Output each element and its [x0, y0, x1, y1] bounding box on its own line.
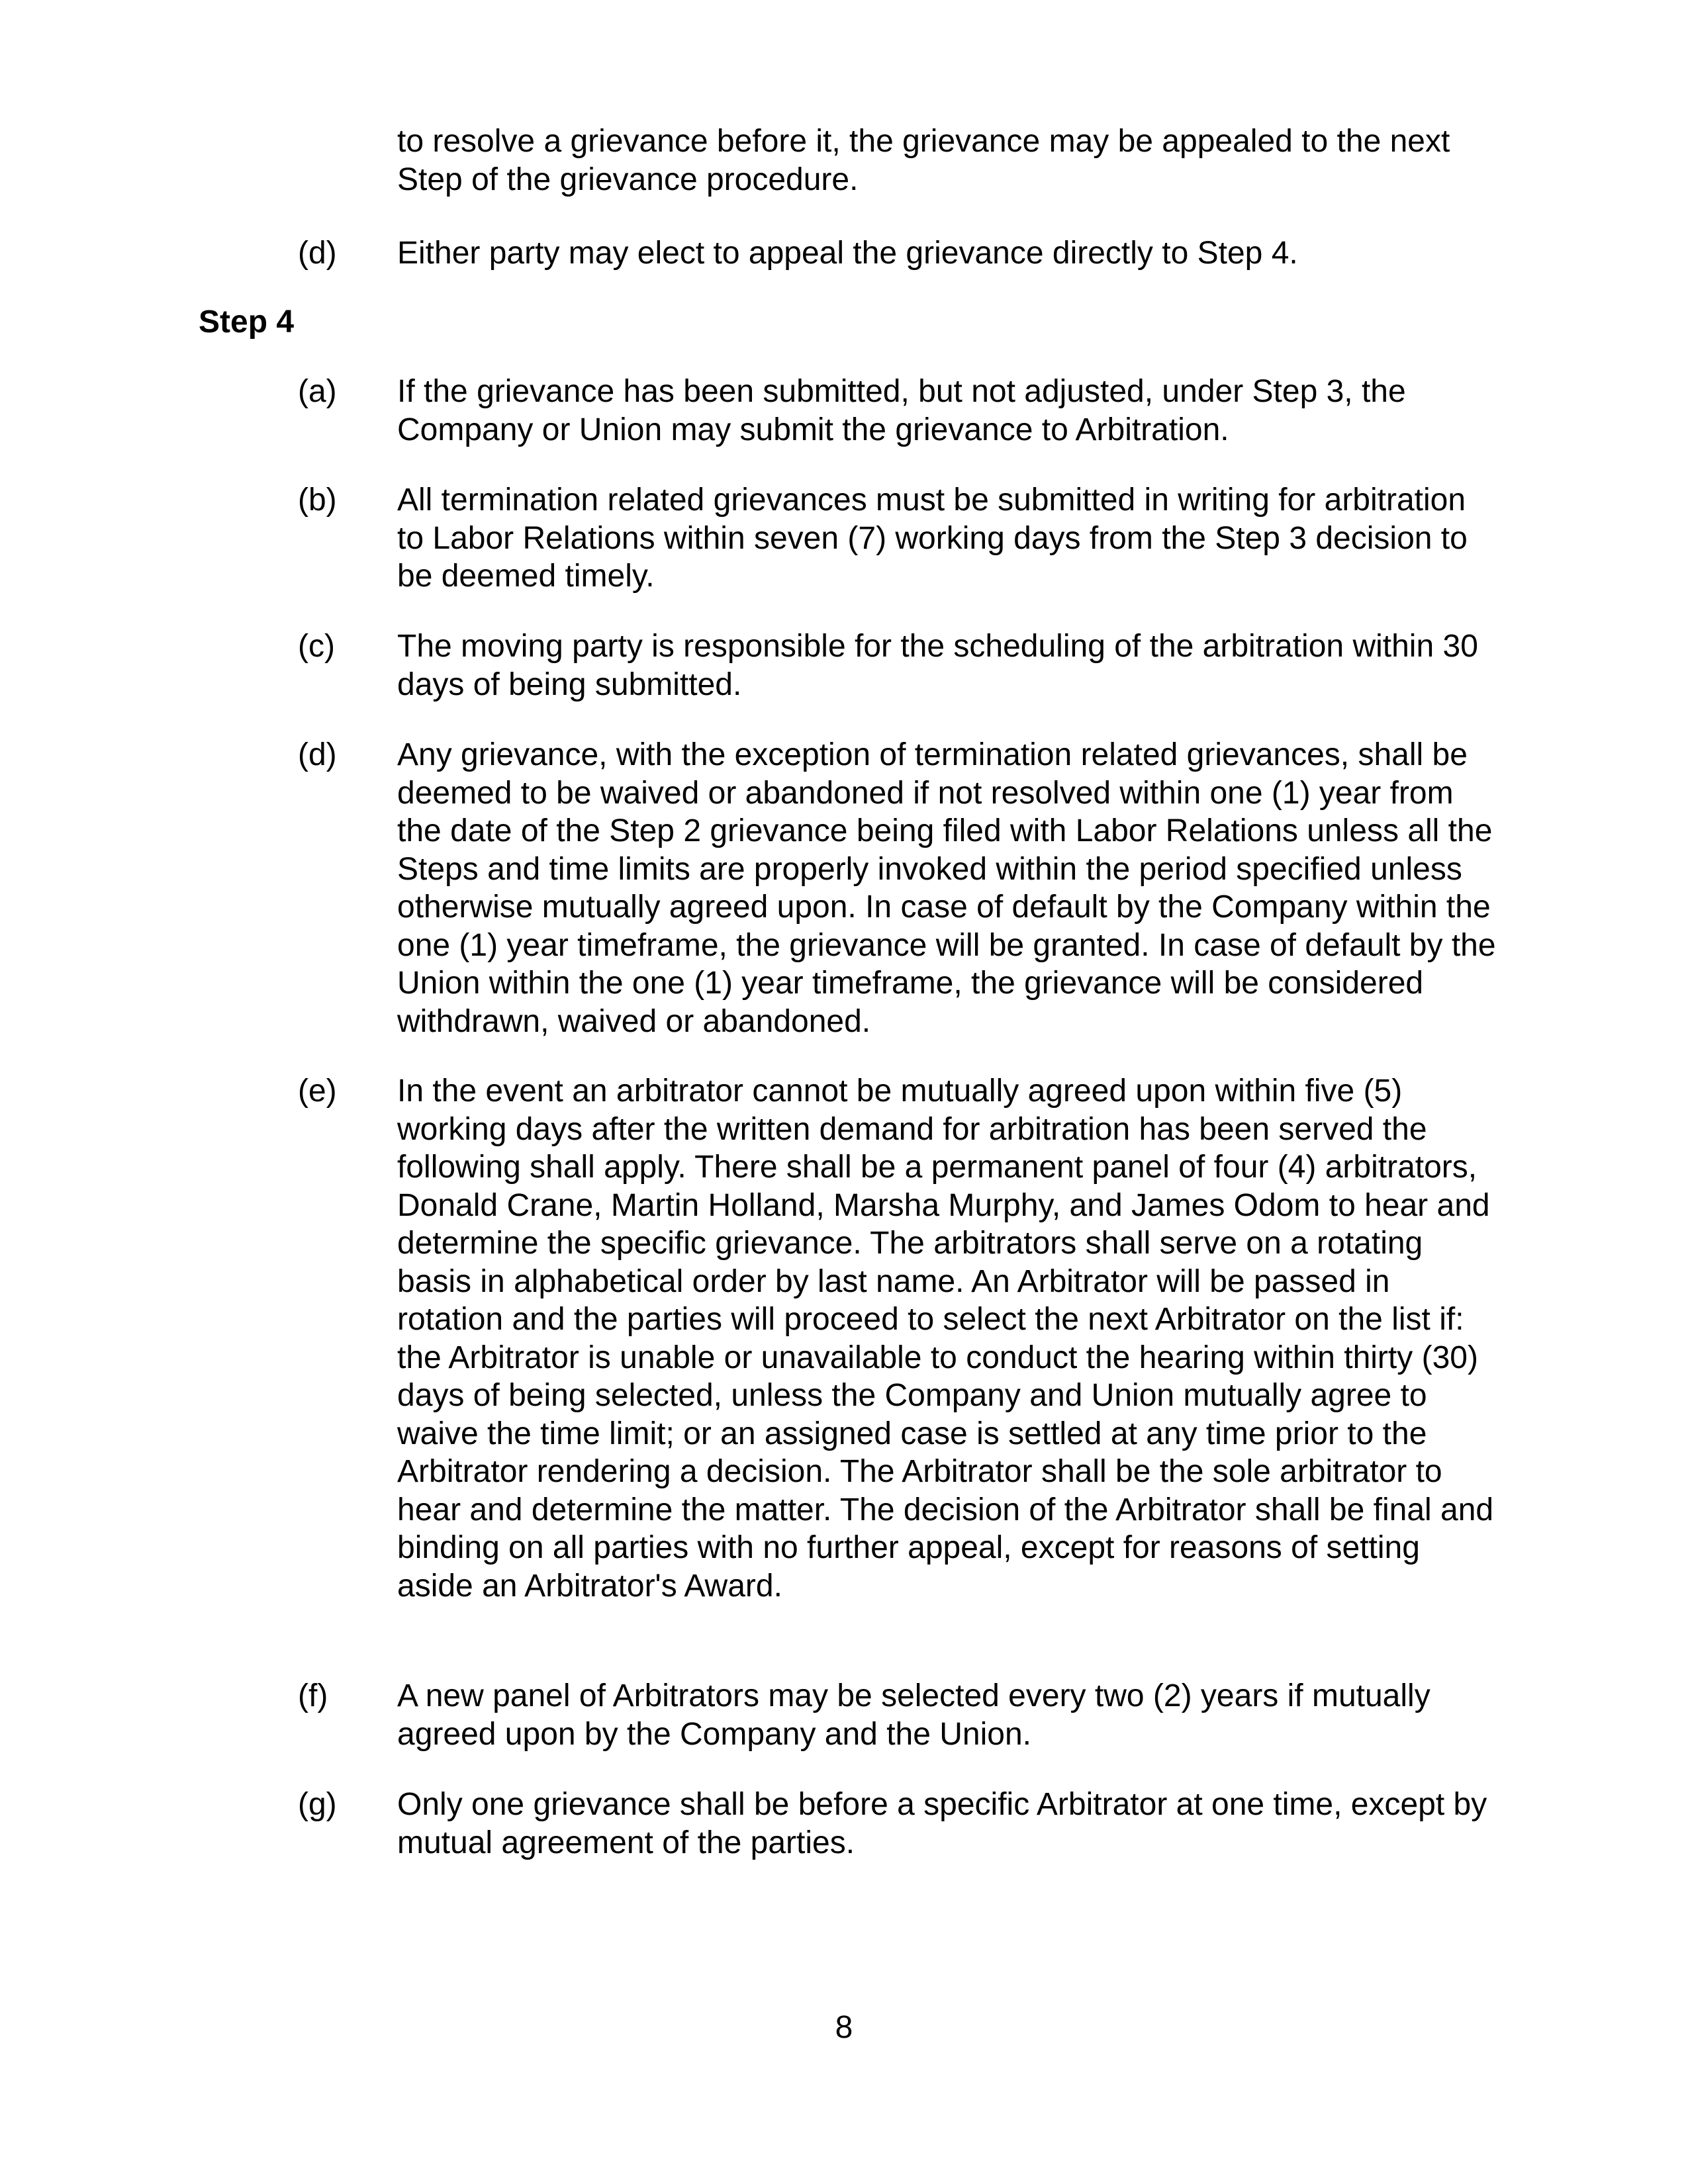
item-text: Any grievance, with the exception of termination related grievances, shall be deemed to be waived or abandoned if not resolved within one (1) year from the date of the Step 2 grievance being filed with Labor Relations unless all the Steps and time limits are properly invoked within the period specified unless otherwise mutually agreed upon. In case of default by the Company within the one (1) year timeframe, the grievance will be granted. In case of default by the Union within the one (1) year timeframe, the grievance will be considered withdrawn, waived or abandoned. [397, 737, 1496, 1039]
item-text: If the grievance has been submitted, but not adjusted, under Step 3, the Company or Union may submit the grievance to Arbitration. [397, 374, 1406, 447]
item-text: A new panel of Arbitrators may be selected every two (2) years if mutually agreed upon by the Company and the Union. [397, 1678, 1430, 1752]
item-label: (e) [298, 1073, 337, 1109]
item-label: (f) [298, 1678, 328, 1713]
item-text: Only one grievance shall be before a specific Arbitrator at one time, except by mutual agreement of the parties. [397, 1787, 1487, 1860]
item-label: (b) [298, 482, 337, 518]
item-text: In the event an arbitrator cannot be mutually agreed upon within five (5) working days after the written demand for arbitration has been served the following shall apply. There shall be a permanent panel of four (4) arbitrators, Donald Crane, Martin Holland, Marsha Murphy, and James Odom to hear and determine the specific grievance. The arbitrators shall serve on a rotating basis in alphabetical order by last name. An Arbitrator will be passed in rotation and the parties will proceed to select the next Arbitrator on the list if: the Arbitrator is unable or unavailable to conduct the hearing within thirty (30) days of being selected, unless the Company and Union mutually agree to waive the time limit; or an assigned case is settled at any time prior to the Arbitrator rendering a decision. The Arbitrator shall be the sole arbitrator to hear and determine the matter. The decision of the Arbitrator shall be final and binding on all parties with no further appeal, except for reasons of setting aside an Arbitrator's Award. [397, 1073, 1494, 1604]
item-label: (a) [298, 374, 337, 409]
page-number: 8 [835, 2010, 853, 2045]
item-text: All termination related grievances must be submitted in writing for arbitration to Labor Relations within seven (7) working days from the Step 3 decision to be deemed timely. [397, 482, 1468, 594]
item-label: (d) [298, 737, 337, 772]
item-text: Either party may elect to appeal the grievance directly to Step 4. [397, 236, 1298, 271]
step4-heading: Step 4 [199, 304, 295, 340]
item-label: (d) [298, 236, 337, 271]
item-label: (g) [298, 1787, 337, 1822]
item-text: The moving party is responsible for the scheduling of the arbitration within 30 days of being submitted. [397, 629, 1478, 702]
continuation-paragraph: to resolve a grievance before it, the grievance may be appealed to the next Step of the grievance procedure. [397, 124, 1450, 197]
item-label: (c) [298, 629, 335, 664]
